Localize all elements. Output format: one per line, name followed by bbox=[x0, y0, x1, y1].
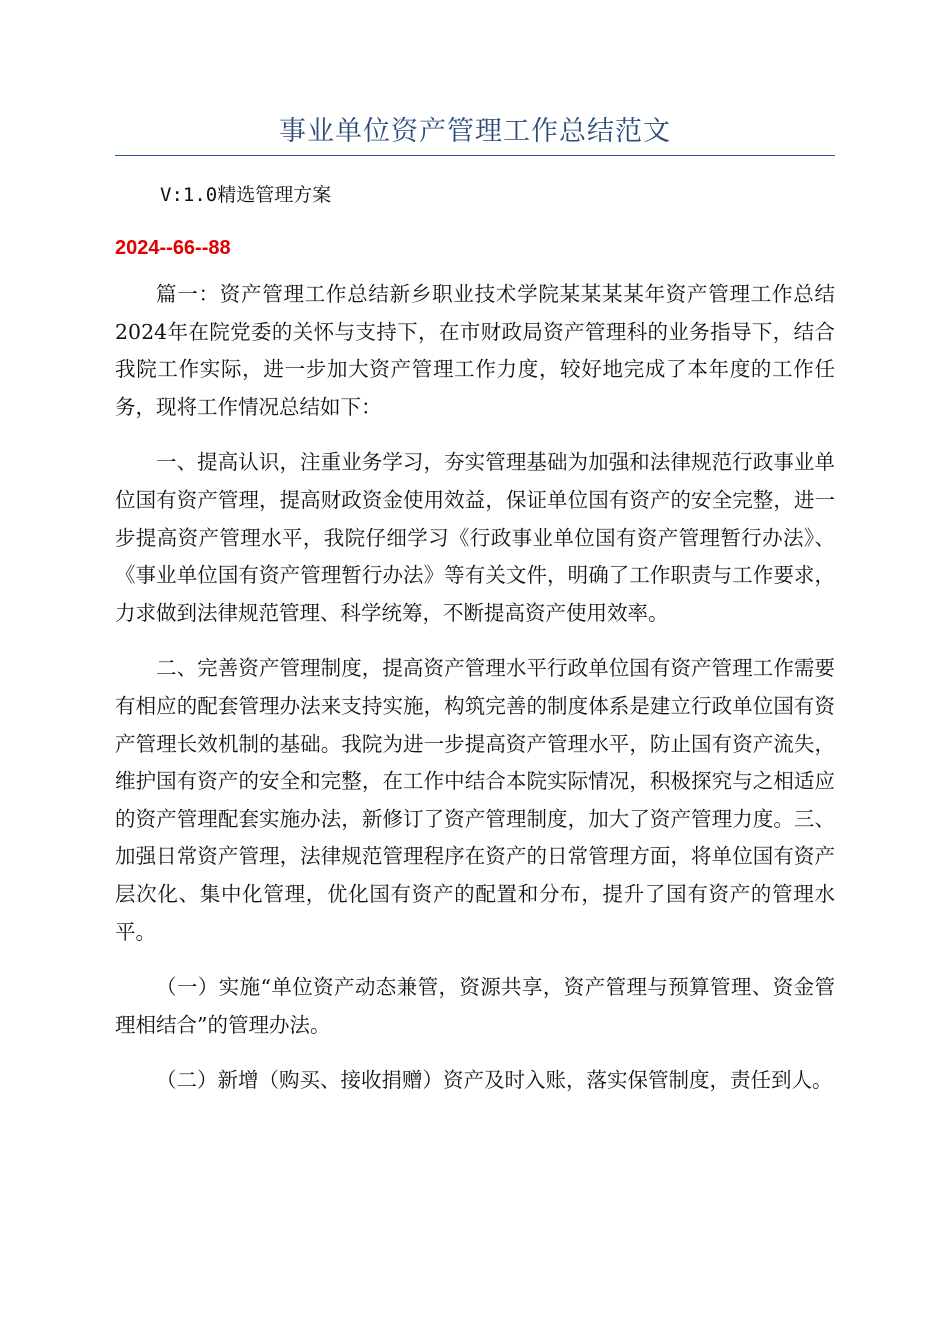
version-label: V:1.0精选管理方案 bbox=[160, 184, 332, 206]
paragraph-section-1: 一、提高认识，注重业务学习，夯实管理基础为加强和法律规范行政事业单位国有资产管理，提高财政资金使用效益，保证单位国有资产的安全完整，进一步提高资产管理水平，我院仔细学习《行政事业单位国有资产管理暂行办法》、《事业单位国有资产管理暂行办法》等有关文件，明确了工作职责与工作要求，力求做到法律规范管理、科学统筹，不断提高资产使用效率。 bbox=[115, 450, 835, 625]
paragraph-section-2: 二、完善资产管理制度，提高资产管理水平行政单位国有资产管理工作需要有相应的配套管理办法来支持实施，构筑完善的制度体系是建立行政单位国有资产管理长效机制的基础。我院为进一步提高资产管理水平，防止国有资产流失，维护国有资产的安全和完整，在工作中结合本院实际情况，积极探究与之相适应的资产管理配套实施办法，新修订了资产管理制度，加大了资产管理力度。三、加强日常资产管理，法律规范管理程序在资产的日常管理方面，将单位国有资产层次化、集中化管理，优化国有资产的配置和分布，提升了国有资产的管理水平。 bbox=[115, 656, 835, 944]
document-title: 事业单位资产管理工作总结范文 bbox=[279, 116, 671, 147]
document-date: 2024--66--88 bbox=[115, 237, 231, 259]
paragraph-intro: 篇一：资产管理工作总结新乡职业技术学院某某某某年资产管理工作总结2024年在院党委的关怀与支持下，在市财政局资产管理科的业务指导下，结合我院工作实际，进一步加大资产管理工作力度，较好地完成了本年度的工作任务，现将工作情况总结如下： bbox=[115, 282, 835, 419]
paragraph-item-2: （二）新增（购买、接收捐赠）资产及时入账，落实保管制度，责任到人。 bbox=[156, 1068, 833, 1093]
title-underline bbox=[115, 155, 835, 156]
paragraph-item-1: （一）实施“单位资产动态兼管，资源共享，资产管理与预算管理、资金管理相结合”的管理办法。 bbox=[115, 975, 835, 1037]
document-body bbox=[115, 276, 835, 1118]
